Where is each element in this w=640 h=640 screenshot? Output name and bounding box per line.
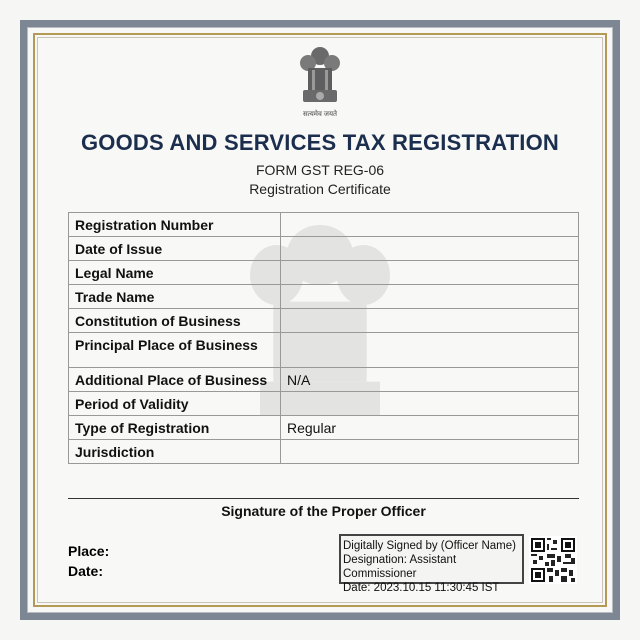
national-emblem-icon xyxy=(296,44,344,120)
row-label: Type of Registration xyxy=(69,416,281,440)
row-value xyxy=(281,213,579,237)
row-label: Additional Place of Business xyxy=(69,368,281,392)
emblem-motto: सत्यमेव जयते xyxy=(302,111,338,118)
row-label: Period of Validity xyxy=(69,392,281,416)
form-number: FORM GST REG-06 xyxy=(255,162,385,178)
row-value: Regular xyxy=(281,416,579,440)
signed-date: Date: 2023.10.15 11:30:45 IST xyxy=(343,582,500,594)
row-value xyxy=(281,285,579,309)
row-value xyxy=(281,309,579,333)
table-row xyxy=(69,261,579,285)
row-label: Trade Name xyxy=(69,285,281,309)
table-row xyxy=(69,333,579,368)
place-label: Place: xyxy=(68,543,110,559)
table-row xyxy=(69,213,579,237)
certificate-title: GOODS AND SERVICES TAX REGISTRATION xyxy=(80,130,559,155)
table-row xyxy=(69,237,579,261)
table-row xyxy=(69,285,579,309)
table-row xyxy=(69,392,579,416)
row-label: Legal Name xyxy=(69,261,281,285)
signature-line xyxy=(68,498,579,499)
certificate-subtitle: Registration Certificate xyxy=(249,181,391,197)
signed-by: Digitally Signed by (Officer Name) xyxy=(343,540,516,552)
row-value xyxy=(281,333,579,368)
signature-label: Signature of the Proper Officer xyxy=(221,503,426,519)
row-value xyxy=(281,237,579,261)
row-label: Constitution of Business xyxy=(69,309,281,333)
registration-details-table xyxy=(68,212,579,464)
row-value xyxy=(281,440,579,464)
table-row xyxy=(69,368,579,392)
row-label: Date of Issue xyxy=(69,237,281,261)
date-label: Date: xyxy=(68,563,104,579)
row-value: N/A xyxy=(281,368,579,392)
row-value xyxy=(281,261,579,285)
row-label: Principal Place of Business xyxy=(69,333,281,368)
table-row xyxy=(69,309,579,333)
qr-code-icon xyxy=(529,536,577,584)
table-row xyxy=(69,416,579,440)
row-label: Registration Number xyxy=(69,213,281,237)
row-value xyxy=(281,392,579,416)
row-label: Jurisdiction xyxy=(69,440,281,464)
table-row xyxy=(69,440,579,464)
designation: Designation: Assistant Commissioner xyxy=(343,554,457,580)
digital-signature-box xyxy=(339,534,524,594)
